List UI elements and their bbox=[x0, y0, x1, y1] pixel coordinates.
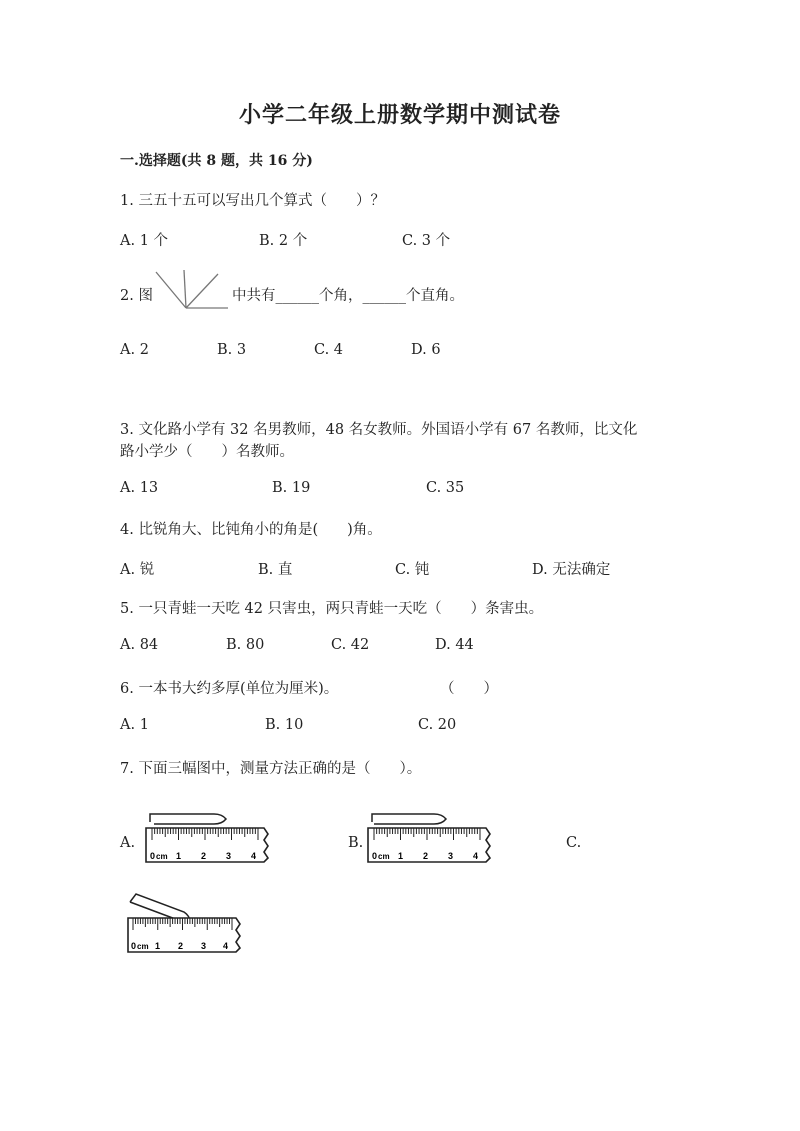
q7-option-a: A. bbox=[120, 835, 136, 851]
q7-option-b: B. bbox=[348, 835, 364, 851]
ruler-figure-c bbox=[124, 892, 252, 956]
ruler-b-label-2: 2 bbox=[423, 851, 429, 861]
question-2-text: 中共有______个角，______个直角。 bbox=[232, 288, 464, 304]
ruler-b-label-4: 4 bbox=[473, 851, 479, 861]
ruler-c-label-1: 1 bbox=[155, 941, 161, 951]
q3-option-c: C. 35 bbox=[426, 480, 465, 496]
q1-option-c: C. 3 个 bbox=[402, 233, 451, 249]
question-6: 6. 一本书大约多厚(单位为厘米)。 bbox=[120, 681, 339, 697]
q2-option-c: C. 4 bbox=[314, 342, 344, 358]
angle-figure bbox=[156, 270, 228, 314]
q4-option-b: B. 直 bbox=[258, 562, 293, 578]
q1-option-b: B. 2 个 bbox=[259, 233, 308, 249]
ruler-a-label-cm: cm bbox=[156, 852, 168, 861]
ruler-a-label-2: 2 bbox=[201, 851, 207, 861]
ruler-c-label-2: 2 bbox=[178, 941, 184, 951]
ruler-b-label-3: 3 bbox=[448, 851, 454, 861]
q1-option-a: A. 1 个 bbox=[120, 233, 169, 249]
ruler-figure-b bbox=[368, 810, 496, 866]
q4-option-c: C. 钝 bbox=[395, 562, 430, 578]
q5-option-a: A. 84 bbox=[120, 637, 159, 653]
ruler-c-label-cm: cm bbox=[137, 942, 149, 951]
q5-option-c: C. 42 bbox=[331, 637, 370, 653]
q4-option-a: A. 锐 bbox=[120, 562, 155, 578]
q5-option-d: D. 44 bbox=[435, 637, 474, 653]
q3-option-b: B. 19 bbox=[272, 480, 311, 496]
ruler-c-label-3: 3 bbox=[201, 941, 207, 951]
ruler-c-label-0: 0 bbox=[131, 941, 137, 951]
question-4: 4. 比锐角大、比钝角小的角是( )角。 bbox=[120, 522, 382, 538]
page-title: 小学二年级上册数学期中测试卷 bbox=[238, 102, 561, 128]
question-5: 5. 一只青蛙一天吃 42 只害虫，两只青蛙一天吃（ ）条害虫。 bbox=[120, 601, 544, 617]
q3-option-a: A. 13 bbox=[120, 480, 159, 496]
question-3-line-2: 路小学少（ ）名教师。 bbox=[120, 444, 294, 460]
question-7: 7. 下面三幅图中，测量方法正确的是（ ）。 bbox=[120, 761, 422, 777]
q4-option-d: D. 无法确定 bbox=[532, 562, 611, 578]
ruler-a-label-4: 4 bbox=[251, 851, 257, 861]
section-heading: 一.选择题(共 8 题，共 16 分) bbox=[120, 153, 313, 169]
ruler-b-label-cm: cm bbox=[378, 852, 390, 861]
q5-option-b: B. 80 bbox=[226, 637, 265, 653]
ruler-a-label-3: 3 bbox=[226, 851, 232, 861]
q6-option-a: A. 1 bbox=[120, 717, 149, 733]
q2-option-a: A. 2 bbox=[120, 342, 149, 358]
ruler-a-label-1: 1 bbox=[176, 851, 182, 861]
q6-option-b: B. 10 bbox=[265, 717, 304, 733]
ruler-b-label-0: 0 bbox=[372, 851, 378, 861]
question-6-blank: （ ） bbox=[440, 681, 498, 697]
ruler-c-label-4: 4 bbox=[223, 941, 229, 951]
question-1: 1. 三五十五可以写出几个算式（ ）？ bbox=[120, 193, 385, 209]
q2-option-b: B. 3 bbox=[217, 342, 247, 358]
q6-option-c: C. 20 bbox=[418, 717, 457, 733]
ruler-a-label-0: 0 bbox=[150, 851, 156, 861]
q2-option-d: D. 6 bbox=[411, 342, 441, 358]
ruler-figure-a bbox=[146, 810, 274, 866]
q7-option-c: C. bbox=[566, 835, 582, 851]
question-2-prefix: 2. 图 bbox=[120, 288, 153, 304]
question-3-line-1: 3. 文化路小学有 32 名男教师，48 名女教师。外国语小学有 67 名教师，比文化 bbox=[120, 422, 638, 438]
ruler-b-label-1: 1 bbox=[398, 851, 404, 861]
